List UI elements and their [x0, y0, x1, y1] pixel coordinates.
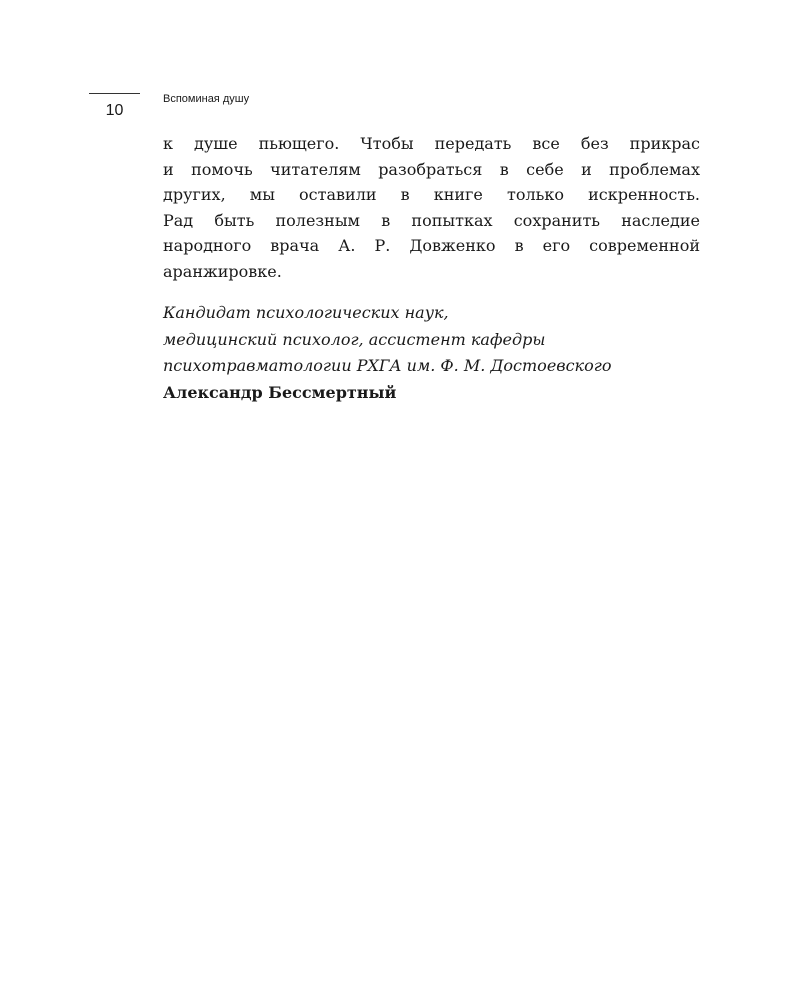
paragraph-line: Рад быть полезным в попытках сохранить наследие: [163, 210, 700, 230]
paragraph-line: и помочь читателям разобраться в себе и проблемах: [163, 159, 700, 179]
page-number-rule: [89, 93, 140, 94]
paragraph-line: к душе пьющего. Чтобы передать все без прикрас: [163, 134, 700, 153]
page-number: 10: [105, 102, 124, 119]
author-credentials-line: Кандидат психологических наук,: [163, 303, 449, 322]
body-paragraph: [163, 131, 700, 284]
author-credentials-line: психотравматологии РХГА им. Ф. М. Достоевского: [163, 356, 612, 375]
author-signature: [163, 300, 723, 406]
paragraph-line: аранжировке.: [163, 261, 282, 281]
author-name: Александр Бессмертный: [163, 382, 397, 402]
paragraph-line: других, мы оставили в книге только искренность.: [163, 185, 700, 204]
running-title: Вспоминая душу: [163, 93, 250, 105]
author-credentials-line: медицинский психолог, ассистент кафедры: [163, 329, 546, 349]
paragraph-line: народного врача А. Р. Довженко в его современной: [163, 236, 700, 255]
